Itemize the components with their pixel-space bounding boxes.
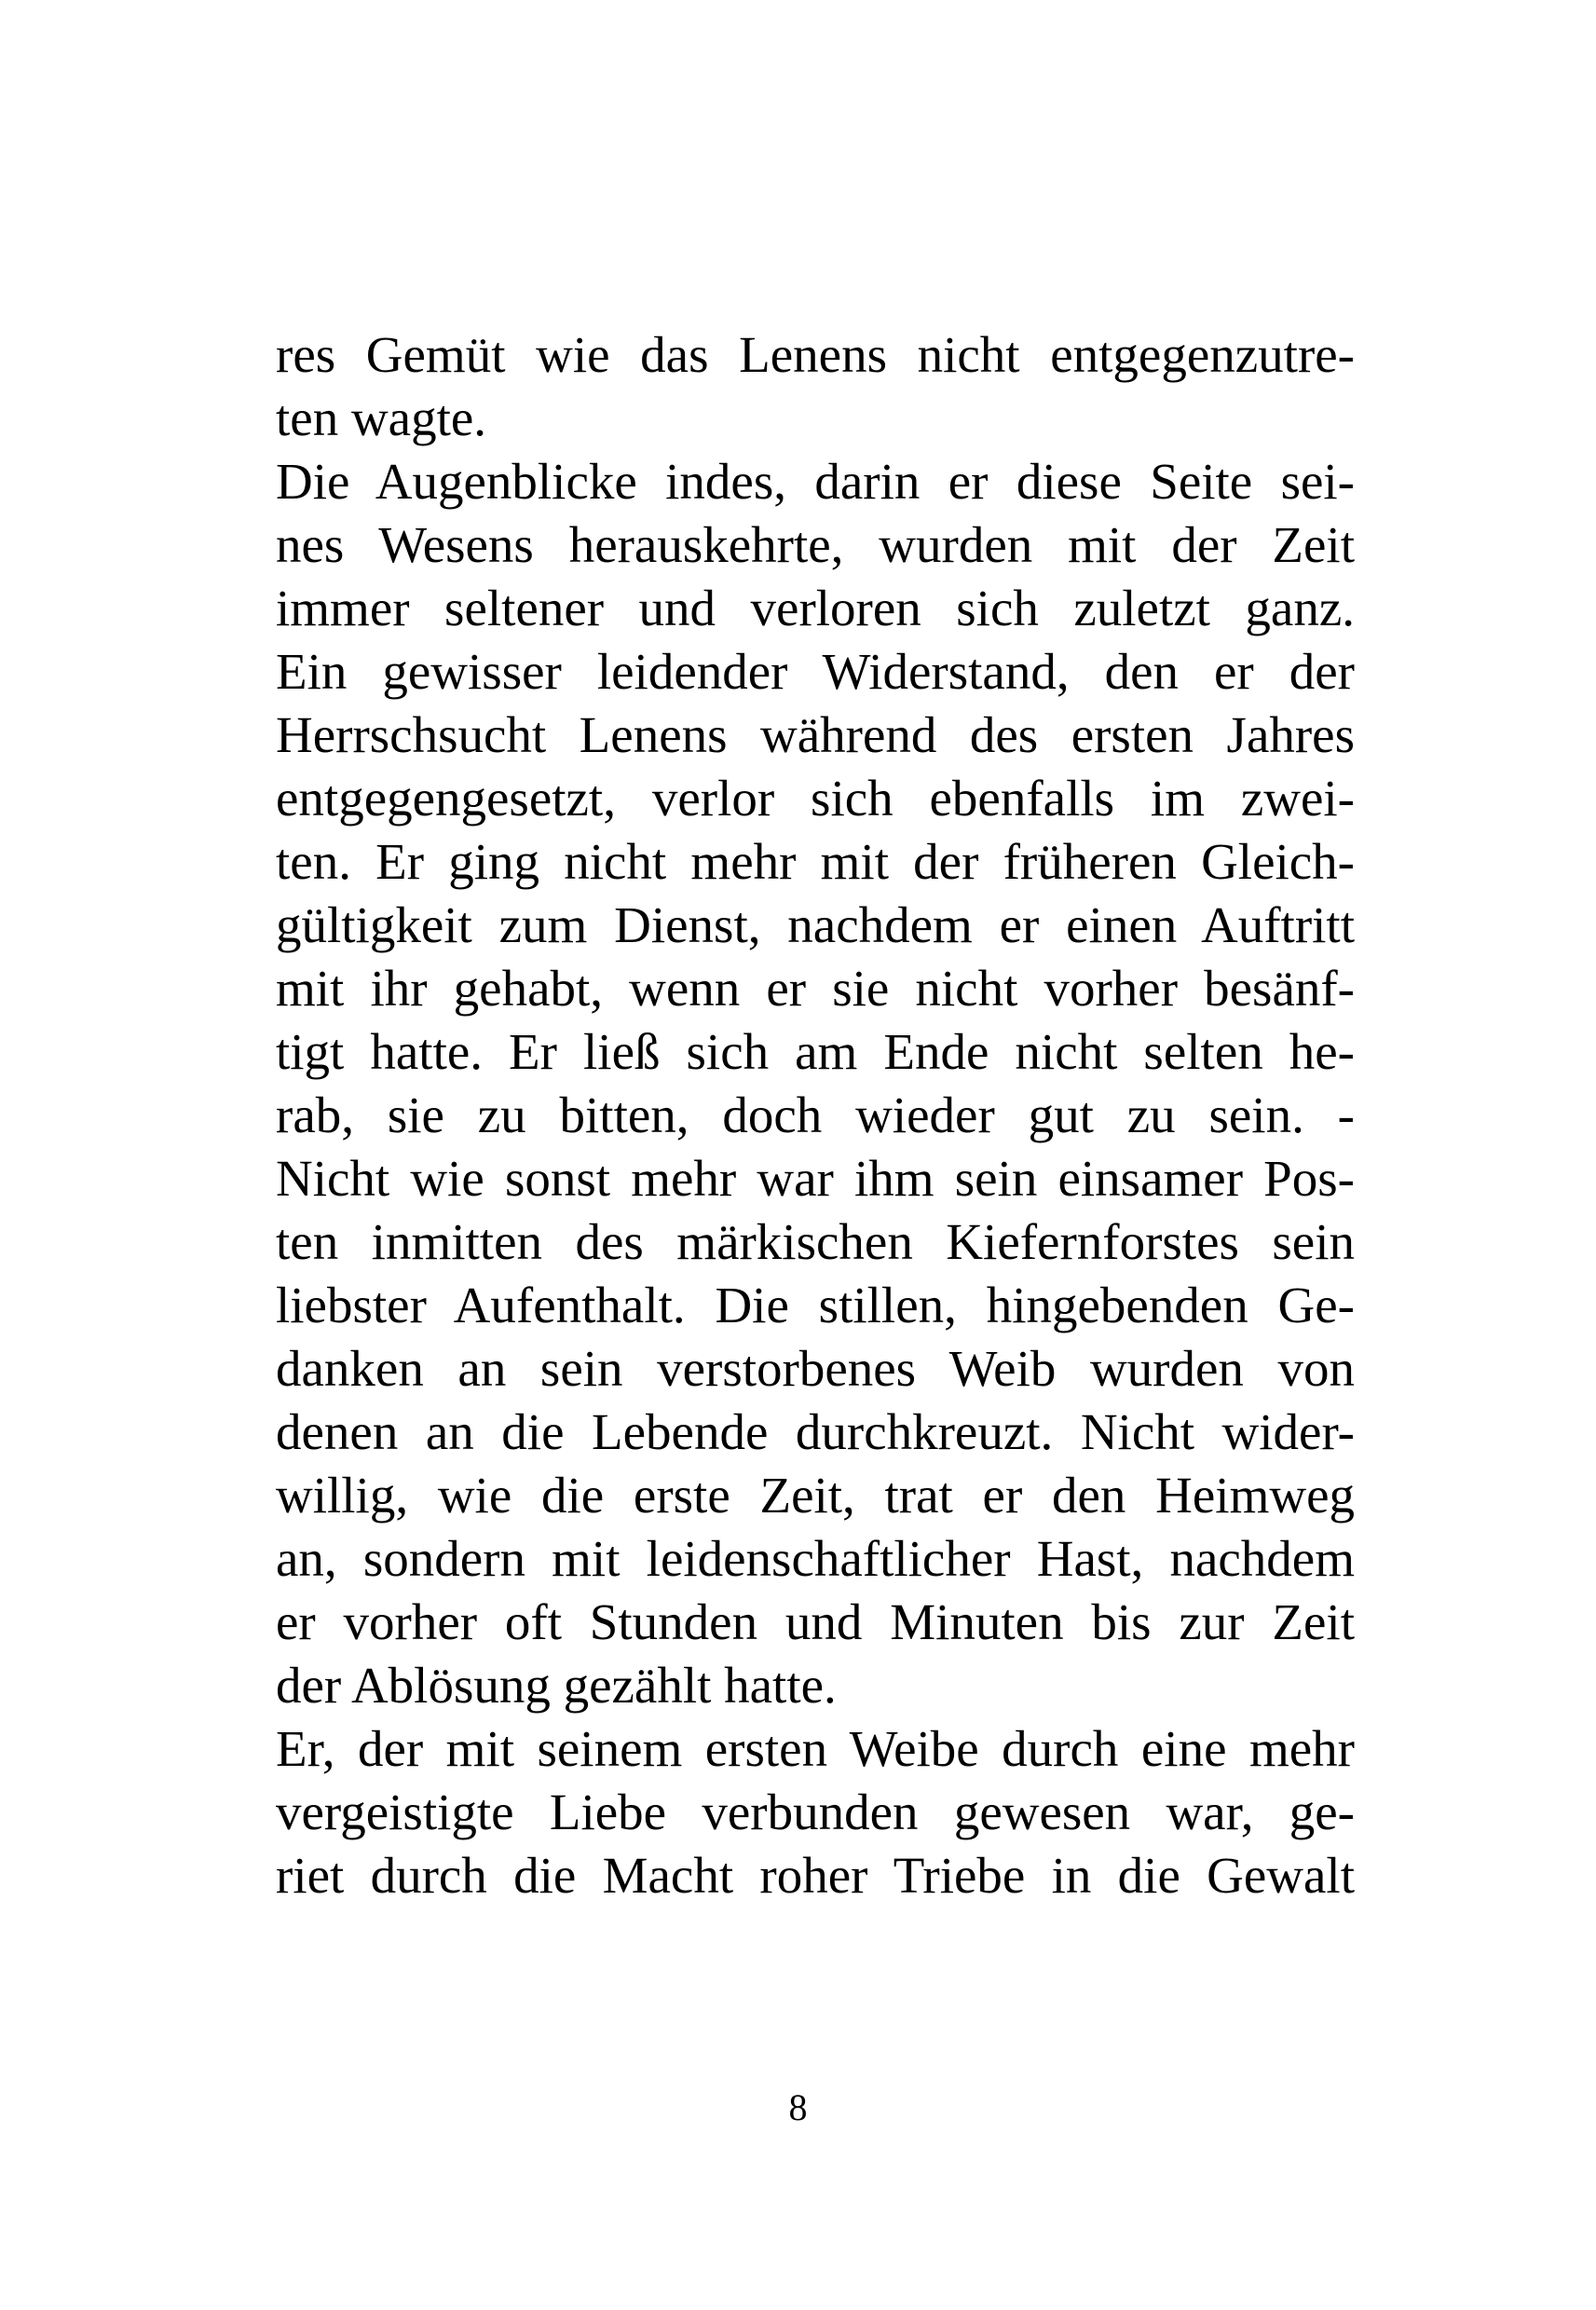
text-line: ten wagte.: [276, 390, 487, 446]
text-line: der Ablösung gezählt hatte.: [276, 1657, 837, 1714]
text-line: mit ihr gehabt, wenn er sie nicht vorher besänf-: [276, 960, 1355, 1017]
body-text: [276, 323, 1355, 1907]
text-line: denen an die Lebende durchkreuzt. Nicht wider-: [276, 1403, 1355, 1460]
text-line: Nicht wie sonst mehr war ihm sein einsamer Pos-: [276, 1150, 1355, 1207]
text-line: tigt hatte. Er ließ sich am Ende nicht selten he-: [276, 1023, 1355, 1080]
text-line: vergeistigte Liebe verbunden gewesen war, ge-: [276, 1784, 1355, 1840]
text-line: ten inmitten des märkischen Kiefernforstes sein: [276, 1213, 1355, 1270]
text-line: nes Wesens herauskehrte, wurden mit der Zeit: [276, 516, 1355, 573]
text-line: rab, sie zu bitten, doch wieder gut zu sein. -: [276, 1087, 1355, 1143]
text-line: an, sondern mit leidenschaftlicher Hast, nachdem: [276, 1530, 1355, 1587]
text-line: liebster Aufenthalt. Die stillen, hingebenden Ge-: [276, 1277, 1355, 1333]
text-line: Ein gewisser leidender Widerstand, den er der: [276, 643, 1355, 700]
text-line: Herrschsucht Lenens während des ersten Jahres: [276, 706, 1355, 763]
text-line: entgegengesetzt, verlor sich ebenfalls im zwei-: [276, 770, 1355, 827]
paragraph-1: [276, 323, 1355, 450]
page-number: 8: [788, 2086, 808, 2128]
text-line: riet durch die Macht roher Triebe in die Gewalt: [276, 1847, 1355, 1904]
paragraph-3: [276, 1717, 1355, 1907]
text-line: willig, wie die erste Zeit, trat er den Heimweg: [276, 1467, 1355, 1524]
text-line: ten. Er ging nicht mehr mit der früheren Gleich-: [276, 833, 1355, 890]
text-line: danken an sein verstorbenes Weib wurden von: [276, 1340, 1355, 1397]
text-line: res Gemüt wie das Lenens nicht entgegenzutre-: [276, 326, 1355, 383]
paragraph-2: [276, 450, 1355, 1717]
text-line: Die Augenblicke indes, darin er diese Seite sei-: [276, 453, 1355, 510]
text-line: er vorher oft Stunden und Minuten bis zur Zeit: [276, 1593, 1355, 1650]
text-line: gültigkeit zum Dienst, nachdem er einen Auftritt: [276, 896, 1355, 953]
text-line: immer seltener und verloren sich zuletzt ganz.: [276, 580, 1355, 636]
text-line: Er, der mit seinem ersten Weibe durch eine mehr: [276, 1720, 1355, 1777]
